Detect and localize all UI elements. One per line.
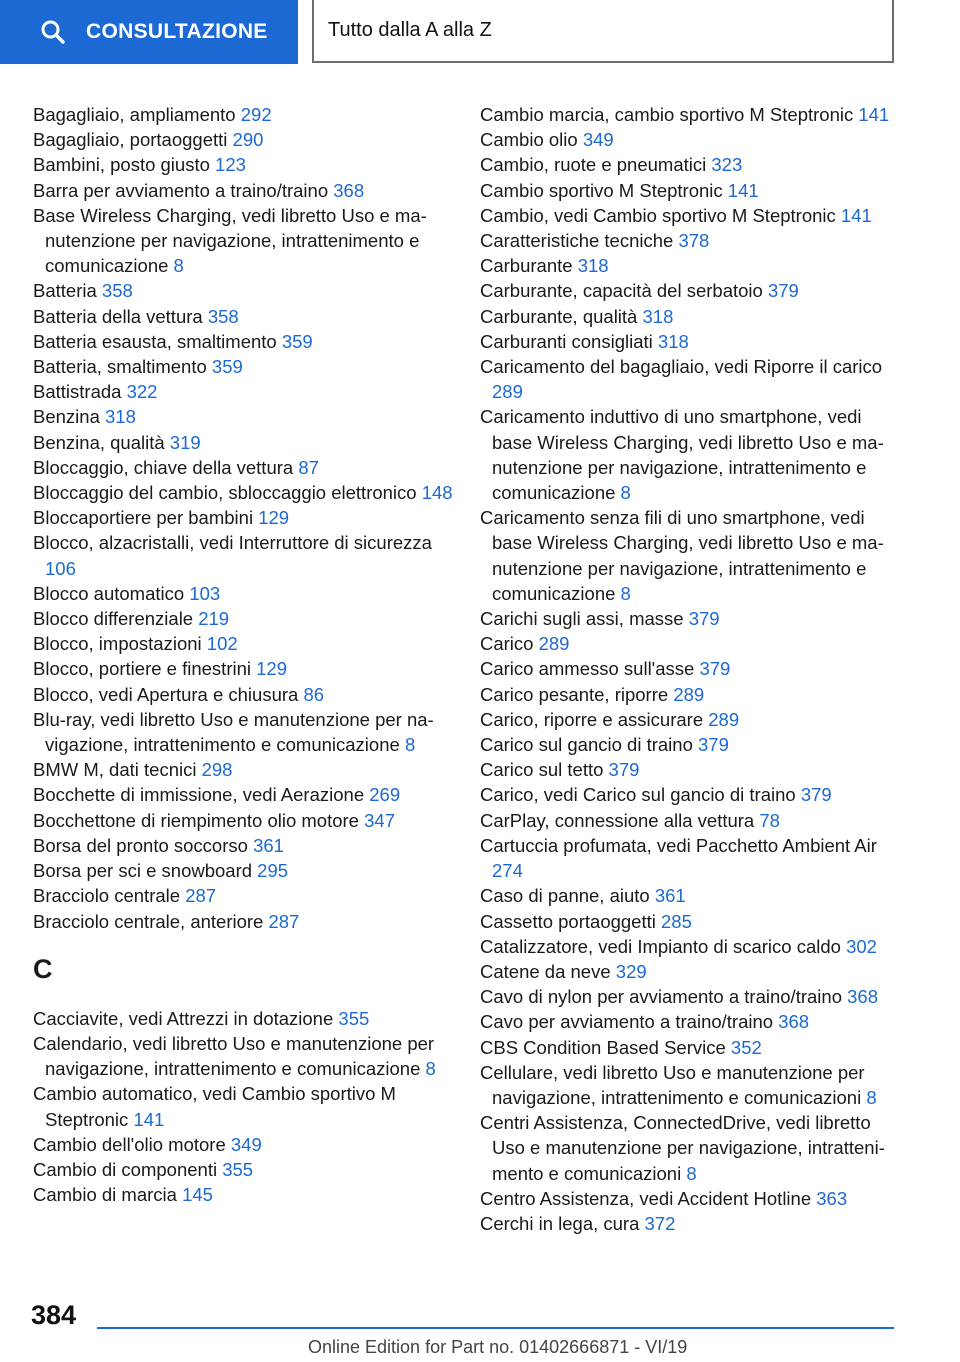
tab-consultazione[interactable] xyxy=(0,0,298,64)
index-entry-text: Bocchettone di riempimento olio motore xyxy=(33,809,359,831)
index-entry-text: Bracciolo centrale, anteriore xyxy=(33,910,264,932)
index-entry-text: Cambio, vedi Cambio sportivo M Steptronic xyxy=(480,204,836,226)
index-entry xyxy=(480,102,900,127)
page-reference-link[interactable]: 295 xyxy=(257,860,289,882)
page-reference-link[interactable]: 148 xyxy=(421,482,453,504)
index-entry xyxy=(33,782,453,807)
index-entry-text: Cellulare, vedi libretto Uso e manutenzione per navigazione, intrattenimento e comunicazioni xyxy=(480,1061,865,1108)
index-entry xyxy=(480,1060,900,1110)
index-entry xyxy=(480,631,900,656)
index-entry-text: Blocco differenziale xyxy=(33,608,194,630)
index-entry-text: Carico, vedi Carico sul gancio di traino xyxy=(480,784,796,806)
page-reference-link[interactable]: 379 xyxy=(800,784,832,806)
tab-consultazione-label: CONSULTAZIONE xyxy=(86,20,268,43)
index-entry-text: Blocco, impostazioni xyxy=(33,633,202,655)
page-reference-link[interactable]: 287 xyxy=(268,910,300,932)
index-entry-text: Cerchi in lega, cura xyxy=(480,1212,640,1234)
page-reference-link[interactable]: 318 xyxy=(657,330,689,352)
page-reference-link[interactable]: 361 xyxy=(253,834,284,856)
index-entry-text: Bloccaportiere per bambini xyxy=(33,507,254,529)
index-entry-text: Bagagliaio, portaoggetti xyxy=(33,129,228,151)
index-entry-text: Caso di panne, aiuto xyxy=(480,885,650,907)
index-entry-text: Batteria della vettura xyxy=(33,305,203,327)
index-entry-text: Borsa del pronto soccorso xyxy=(33,834,248,856)
page-reference-link[interactable]: 349 xyxy=(582,129,614,151)
index-entry xyxy=(33,1006,453,1031)
index-entry xyxy=(33,203,453,279)
search-icon xyxy=(40,19,66,45)
page-reference-link[interactable]: 103 xyxy=(189,582,221,604)
index-entry xyxy=(33,152,453,177)
index-entry xyxy=(33,631,453,656)
index-entry xyxy=(480,833,900,883)
index-entry xyxy=(33,278,453,303)
index-entry-text: Bloccaggio, chiave della vettura xyxy=(33,456,294,478)
index-entry xyxy=(480,1009,900,1034)
page-reference-link[interactable]: 322 xyxy=(126,381,158,403)
index-entry-text: Cambio di marcia xyxy=(33,1184,177,1206)
index-entry xyxy=(480,1186,900,1211)
index-entry-text: Cartuccia profumata, vedi Pacchetto Ambient Air xyxy=(480,834,877,856)
index-entry xyxy=(33,102,453,127)
index-entry-text: Cambio marcia, cambio sportivo M Steptronic xyxy=(480,104,854,125)
page-reference-link[interactable]: 329 xyxy=(615,960,647,982)
page-reference-link[interactable]: 219 xyxy=(198,608,230,630)
index-entry-text: Bambini, posto giusto xyxy=(33,154,210,176)
index-entry-text: Calendario, vedi libretto Uso e manutenzione per navigazione, intrattenimento e comunicazione xyxy=(33,1032,435,1080)
index-entry xyxy=(33,606,453,631)
index-entry-text: Cassetto portaoggetti xyxy=(480,910,656,932)
index-entry-text: Benzina, qualità xyxy=(33,431,165,453)
index-entry-text: Cambio automatico, vedi Cambio sportivo M Steptronic xyxy=(33,1083,396,1130)
index-entry xyxy=(33,581,453,606)
page-reference-link[interactable]: 269 xyxy=(369,784,401,806)
section-letter: C xyxy=(33,953,53,984)
index-entry-text: CBS Condition Based Service xyxy=(480,1036,726,1058)
index-entry xyxy=(480,782,900,807)
index-entry-text: Blu-ray, vedi libretto Uso e manutenzione per navigazione, intrattenimento e comunicazione xyxy=(33,708,434,756)
index-entry-text: Borsa per sci e snowboard xyxy=(33,860,253,882)
page-reference-link[interactable]: 274 xyxy=(492,860,523,882)
index-entry xyxy=(480,152,900,177)
page-reference-link[interactable]: 379 xyxy=(688,608,720,630)
page-reference-link[interactable]: 347 xyxy=(364,809,395,831)
page-reference-link[interactable]: 358 xyxy=(207,305,239,327)
index-entry-text: Batteria esausta, smaltimento xyxy=(33,330,277,352)
page-reference-link[interactable]: 352 xyxy=(730,1036,762,1058)
index-entry xyxy=(33,833,453,858)
index-entry xyxy=(33,530,453,580)
index-entry xyxy=(480,1110,900,1186)
page-reference-link[interactable]: 368 xyxy=(847,986,878,1008)
page-reference-link[interactable]: 8 xyxy=(404,734,416,756)
index-entry xyxy=(33,178,453,203)
index-entry-text: Centri Assistenza, ConnectedDrive, vedi libretto Uso e manutenzione per navigazione, intrattenimento e comunicazioni xyxy=(480,1112,885,1184)
page-reference-link[interactable]: 141 xyxy=(840,204,872,226)
header xyxy=(0,0,960,66)
footer-divider xyxy=(97,1327,894,1329)
index-entry xyxy=(480,253,900,278)
page-reference-link[interactable]: 358 xyxy=(101,280,133,302)
index-entry xyxy=(480,1035,900,1060)
page-reference-link[interactable]: 141 xyxy=(858,104,890,125)
index-entry-text: Carico, riporre e assicurare xyxy=(480,708,704,730)
index-entry xyxy=(33,883,453,908)
index-entry xyxy=(480,934,900,959)
page-reference-link[interactable]: 318 xyxy=(642,305,674,327)
page-reference-link[interactable]: 287 xyxy=(185,885,217,907)
page-reference-link[interactable]: 8 xyxy=(425,1058,436,1080)
page-reference-link[interactable]: 8 xyxy=(173,255,184,277)
index-entry-text: Caricamento induttivo di uno smartphone, vedi base Wireless Charging, vedi libretto Uso e manutenzione per navigazione, intrattenimento e comunicazione xyxy=(480,406,884,504)
index-entry xyxy=(33,1081,453,1131)
index-entry-text: Bloccaggio del cambio, sbloccaggio elettronico xyxy=(33,482,417,504)
index-entry xyxy=(33,682,453,707)
page-reference-link[interactable]: 349 xyxy=(230,1133,262,1155)
index-entry-text: Bocchette di immissione, vedi Aerazione xyxy=(33,784,365,806)
index-entry-text: Carburante, qualità xyxy=(480,305,638,327)
index-entry xyxy=(33,505,453,530)
page-reference-link[interactable]: 285 xyxy=(661,910,692,932)
index-entry xyxy=(480,505,900,606)
index-entry xyxy=(33,329,453,354)
index-entry xyxy=(33,757,453,782)
index-entry xyxy=(33,127,453,152)
index-entry-text: BMW M, dati tecnici xyxy=(33,759,197,781)
index-entry-text: Blocco, portiere e finestrini xyxy=(33,658,251,680)
index-entry xyxy=(33,707,453,757)
index-entry xyxy=(480,808,900,833)
page-reference-link[interactable]: 141 xyxy=(133,1108,165,1130)
page-reference-link[interactable]: 302 xyxy=(846,935,877,957)
page-reference-link[interactable]: 8 xyxy=(866,1086,877,1108)
index-entry xyxy=(480,178,900,203)
index-entry xyxy=(33,1132,453,1157)
index-entry xyxy=(33,354,453,379)
page-reference-link[interactable]: 368 xyxy=(778,1011,810,1033)
page-reference-link[interactable]: 323 xyxy=(711,154,743,176)
page-reference-link[interactable]: 363 xyxy=(816,1187,848,1209)
index-column-right xyxy=(480,102,900,1236)
index-entry-text: Bracciolo centrale xyxy=(33,885,181,907)
edition-text: Online Edition for Part no. 01402666871 - VI/19 xyxy=(308,1337,688,1357)
index-entry xyxy=(480,707,900,732)
index-entry-text: Caratteristiche tecniche xyxy=(480,230,674,252)
index-entry-text: Blocco automatico xyxy=(33,582,185,604)
page-reference-link[interactable]: 361 xyxy=(654,885,686,907)
index-entry xyxy=(480,606,900,631)
index-entry xyxy=(480,404,900,505)
index-entry xyxy=(33,1182,453,1207)
index-entry-text: CarPlay, connessione alla vettura xyxy=(480,809,755,831)
index-column-left xyxy=(33,102,453,1207)
page-reference-link[interactable]: 372 xyxy=(644,1212,676,1234)
index-entry-text: Bagagliaio, ampliamento xyxy=(33,104,236,125)
index-entry-text: Catene da neve xyxy=(480,960,611,982)
index-entry-text: Batteria xyxy=(33,280,97,302)
page-reference-link[interactable]: 298 xyxy=(201,759,233,781)
page-reference-link[interactable]: 289 xyxy=(538,633,570,655)
index-entry-text: Carburante, capacità del serbatoio xyxy=(480,280,763,302)
index-entry xyxy=(480,304,900,329)
index-entry xyxy=(33,404,453,429)
index-entry xyxy=(480,278,900,303)
index-entry xyxy=(33,858,453,883)
index-entries-b xyxy=(33,102,453,934)
index-entry xyxy=(33,379,453,404)
page-reference-link[interactable]: 355 xyxy=(338,1007,370,1029)
index-entry-text: Carico xyxy=(480,633,534,655)
page-reference-link[interactable]: 123 xyxy=(215,154,246,176)
index-entry xyxy=(480,329,900,354)
index-entry xyxy=(480,984,900,1009)
page-reference-link[interactable]: 359 xyxy=(281,330,313,352)
index-entry-text: Carichi sugli assi, masse xyxy=(480,608,684,630)
page-reference-link[interactable]: 318 xyxy=(577,255,609,277)
page-reference-link[interactable]: 129 xyxy=(256,658,288,680)
index-entry xyxy=(480,883,900,908)
tab-tutto-dalla-a-alla-z[interactable] xyxy=(312,0,894,63)
page-reference-link[interactable]: 319 xyxy=(169,431,201,453)
index-entry xyxy=(480,127,900,152)
page-reference-link[interactable]: 359 xyxy=(211,356,243,378)
index-entry-text: Cambio, ruote e pneumatici xyxy=(480,154,707,176)
index-entry xyxy=(480,228,900,253)
index-entry-text: Carico pesante, riporre xyxy=(480,683,669,705)
index-entry xyxy=(480,656,900,681)
index-entry xyxy=(33,909,453,934)
page-reference-link[interactable]: 78 xyxy=(759,809,780,831)
page-reference-link[interactable]: 87 xyxy=(298,456,319,478)
index-entry xyxy=(480,354,900,404)
page-reference-link[interactable]: 141 xyxy=(727,179,759,201)
index-entry xyxy=(480,757,900,782)
index-entry-text: Benzina xyxy=(33,406,100,428)
page-reference-link[interactable]: 86 xyxy=(303,683,325,705)
page-reference-link[interactable]: 379 xyxy=(608,759,640,781)
index-entry-text: Base Wireless Charging, vedi libretto Uso e manutenzione per navigazione, intrattenimento e comunicazione xyxy=(33,204,427,277)
page-reference-link[interactable]: 379 xyxy=(698,734,729,756)
index-entry-text: Caricamento senza fili di uno smartphone, vedi base Wireless Charging, vedi libretto Uso e manutenzione per navigazione, intrattenimento e comunicazione xyxy=(480,507,884,604)
index-entry-text: Carico ammesso sull'asse xyxy=(480,658,695,680)
index-entry-text: Catalizzatore, vedi Impianto di scarico caldo xyxy=(480,935,841,957)
index-entries-c-continued xyxy=(480,102,900,1236)
index-entry-text: Cambio sportivo M Steptronic xyxy=(480,179,723,201)
page-reference-link[interactable]: 8 xyxy=(686,1162,697,1184)
page-reference-link[interactable]: 106 xyxy=(45,557,76,579)
index-entry xyxy=(33,480,453,505)
page-reference-link[interactable]: 379 xyxy=(699,658,731,680)
index-entry xyxy=(480,732,900,757)
index-entry xyxy=(33,1031,453,1081)
index-entry-text: Carburanti consigliati xyxy=(480,330,653,352)
index-entry xyxy=(480,203,900,228)
page-reference-link[interactable]: 289 xyxy=(492,381,523,403)
index-entries-c xyxy=(33,1006,453,1208)
index-entry-text: Cambio dell'olio motore xyxy=(33,1133,226,1155)
index-entry-text: Cambio di componenti xyxy=(33,1158,218,1180)
page-reference-link[interactable]: 8 xyxy=(620,482,631,504)
index-entry-text: Barra per avviamento a traino/traino xyxy=(33,179,329,201)
index-entry-text: Cacciavite, vedi Attrezzi in dotazione xyxy=(33,1007,334,1029)
page-reference-link[interactable]: 368 xyxy=(333,179,365,201)
page-reference-link[interactable]: 379 xyxy=(767,280,799,302)
index-entry-text: Blocco, alzacristalli, vedi Interruttore di sicurezza xyxy=(33,532,432,554)
page-reference-link[interactable]: 292 xyxy=(240,104,272,125)
index-entry xyxy=(480,909,900,934)
page-reference-link[interactable]: 129 xyxy=(258,507,290,529)
index-entry-text: Centro Assistenza, vedi Accident Hotline xyxy=(480,1187,812,1209)
index-entry-text: Cavo per avviamento a traino/traino xyxy=(480,1011,774,1033)
index-entry-text: Cavo di nylon per avviamento a traino/traino xyxy=(480,986,842,1008)
index-entry-text: Caricamento del bagagliaio, vedi Riporre il carico xyxy=(480,356,883,378)
page-reference-link[interactable]: 8 xyxy=(620,582,631,604)
tab-tutto-dalla-a-alla-z-label: Tutto dalla A alla Z xyxy=(328,19,492,41)
index-entry-text: Batteria, smaltimento xyxy=(33,356,207,378)
index-entry xyxy=(33,1157,453,1182)
index-entry xyxy=(480,959,900,984)
page-reference-link[interactable]: 289 xyxy=(673,683,705,705)
page-reference-link[interactable]: 378 xyxy=(678,230,710,252)
page-reference-link[interactable]: 318 xyxy=(105,406,136,428)
index-entry xyxy=(480,1211,900,1236)
index-entry xyxy=(33,455,453,480)
index-entry-text: Battistrada xyxy=(33,381,122,403)
index-entry-text: Blocco, vedi Apertura e chiusura xyxy=(33,683,299,705)
index-entry-text: Cambio olio xyxy=(480,129,578,151)
page-reference-link[interactable]: 289 xyxy=(708,708,740,730)
index-entry-text: Carburante xyxy=(480,255,573,277)
index-entry xyxy=(33,656,453,681)
index-entry xyxy=(33,304,453,329)
page-reference-link[interactable]: 355 xyxy=(222,1158,254,1180)
index-entry-text: Carico sul tetto xyxy=(480,759,604,781)
index-entry xyxy=(33,808,453,833)
index-entry xyxy=(480,682,900,707)
index-entry-text: Carico sul gancio di traino xyxy=(480,734,693,756)
page-number: 384 xyxy=(31,1300,77,1330)
page-reference-link[interactable]: 102 xyxy=(206,633,238,655)
page-reference-link[interactable]: 145 xyxy=(182,1184,213,1206)
page-reference-link[interactable]: 290 xyxy=(232,129,264,151)
index-entry xyxy=(33,430,453,455)
